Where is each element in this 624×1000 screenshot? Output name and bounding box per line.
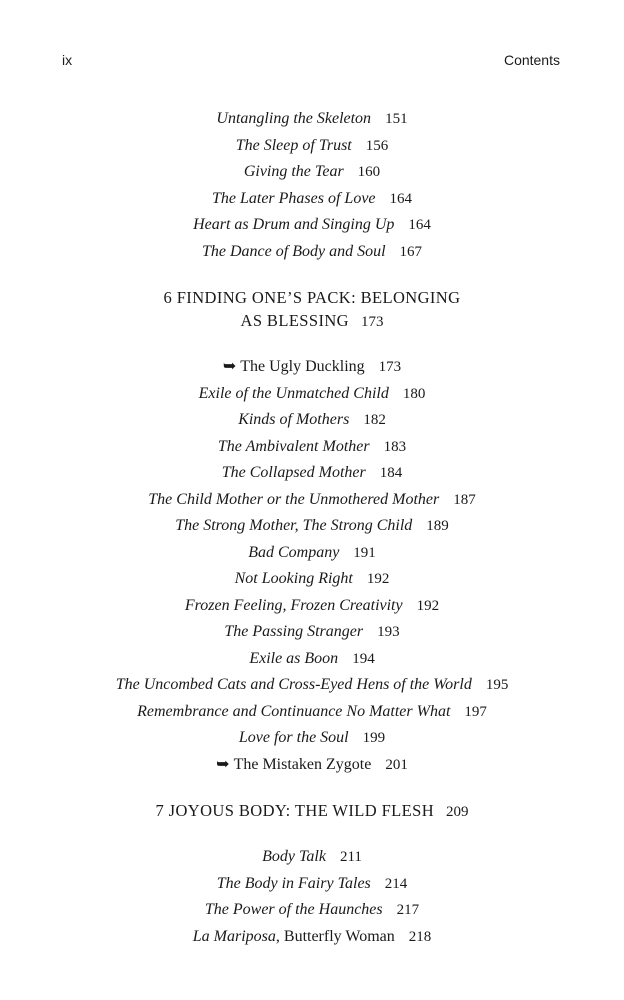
toc-entry[interactable] [0, 106, 624, 133]
chapter-6-title-line-2: AS BLESSING [240, 311, 349, 330]
toc-entry-page: 164 [389, 190, 413, 207]
toc-entry-title: Kinds of Mothers [238, 411, 350, 428]
toc-entry-page: 160 [357, 164, 381, 180]
toc-group-3 [0, 844, 624, 950]
toc-entry-page: 187 [453, 491, 476, 508]
toc-entry[interactable] [0, 725, 624, 752]
toc-entry-title: The Child Mother or the Unmothered Mother [148, 490, 440, 508]
toc-entry-page: 184 [379, 465, 403, 481]
toc-entry[interactable] [0, 487, 624, 514]
toc-entry[interactable] [0, 434, 624, 461]
toc-entry-page: 201 [385, 756, 408, 773]
toc-story-entry[interactable] [0, 752, 624, 779]
toc-entry-title: The Collapsed Mother [221, 464, 366, 481]
toc-entry-page: 217 [396, 902, 420, 918]
chapter-6-page: 173 [360, 314, 384, 330]
table-of-contents [0, 106, 624, 950]
toc-entry-page: 167 [399, 243, 423, 260]
toc-entry-page: 195 [485, 677, 509, 693]
toc-entry-title: The Passing Stranger [224, 623, 364, 640]
section-title: Contents [503, 52, 560, 68]
toc-entry[interactable] [0, 619, 624, 646]
arrow-icon: ➥ [216, 755, 230, 773]
toc-entry-title: The Mistaken Zygote [233, 755, 372, 773]
toc-entry-title: The Sleep of Trust [235, 136, 352, 154]
chapter-7-title: 7 JOYOUS BODY: THE WILD FLESH [155, 801, 435, 820]
toc-entry-page: 191 [353, 544, 376, 561]
toc-entry[interactable] [0, 407, 624, 434]
toc-entry-page: 214 [384, 875, 408, 892]
toc-entry[interactable] [0, 566, 624, 593]
toc-entry[interactable] [0, 186, 624, 213]
toc-entry-page: 218 [408, 928, 432, 945]
toc-group-2 [0, 381, 624, 752]
toc-entry-title: The Ambivalent Mother [217, 437, 370, 455]
toc-entry-page: 173 [378, 359, 402, 375]
chapter-6-title-line-1: 6 FINDING ONE’S PACK: BELONGING [163, 288, 461, 307]
toc-entry-title: Frozen Feeling, Frozen Creativity [184, 596, 403, 614]
toc-entry[interactable] [0, 133, 624, 160]
toc-entry[interactable] [0, 540, 624, 567]
toc-story-entry[interactable] [0, 354, 624, 381]
toc-entry-title: The Strong Mother, The Strong Child [175, 517, 413, 534]
running-head [62, 52, 560, 68]
toc-entry-title: Love for the Soul [238, 729, 349, 746]
arrow-icon: ➥ [222, 358, 237, 375]
toc-entry-page: 197 [464, 703, 487, 720]
toc-entry-title: The Body in Fairy Tales [216, 874, 371, 892]
toc-entry[interactable] [0, 672, 624, 699]
page-number: ix [62, 52, 73, 68]
toc-entry-page: 180 [402, 385, 426, 402]
toc-entry[interactable] [0, 593, 624, 620]
toc-entry-title: Heart as Drum and Singing Up [193, 216, 395, 233]
toc-entry[interactable] [0, 897, 624, 924]
toc-entry-title: The Uncombed Cats and Cross-Eyed Hens of the World [115, 676, 472, 693]
toc-entry[interactable] [0, 513, 624, 540]
toc-entry[interactable] [0, 646, 624, 673]
toc-entry-title: Exile as Boon [249, 649, 339, 667]
toc-entry-title: Remembrance and Continuance No Matter What [137, 702, 451, 720]
toc-entry[interactable] [0, 699, 624, 726]
toc-entry-title: Bad Company [248, 543, 340, 561]
toc-entry-title: The Later Phases of Love [211, 189, 376, 207]
toc-entry-title-italic: La Mariposa [192, 927, 276, 945]
toc-entry-page: 156 [365, 137, 389, 154]
toc-entry-page: 194 [352, 650, 375, 667]
toc-entry-title: Not Looking Right [234, 570, 353, 587]
toc-entry-title: Exile of the Unmatched Child [198, 384, 389, 402]
toc-entry-page: 193 [377, 624, 400, 640]
chapter-7-page: 209 [446, 804, 469, 820]
toc-entry-page: 151 [385, 111, 408, 127]
toc-entry[interactable] [0, 212, 624, 239]
toc-entry[interactable] [0, 159, 624, 186]
toc-entry-title: The Dance of Body and Soul [201, 242, 386, 260]
toc-entry[interactable] [0, 460, 624, 487]
toc-entry[interactable] [0, 381, 624, 408]
toc-group-1 [0, 106, 624, 265]
toc-entry[interactable] [0, 844, 624, 871]
toc-entry[interactable] [0, 924, 624, 951]
chapter-7-heading[interactable] [0, 799, 624, 824]
chapter-6-heading[interactable] [0, 286, 624, 334]
toc-entry-page: 199 [362, 730, 386, 746]
toc-entry-page: 189 [426, 518, 449, 534]
toc-entry-title: The Power of the Haunches [204, 901, 383, 918]
toc-entry-page: 182 [363, 412, 386, 428]
toc-entry-title: Body Talk [262, 848, 326, 865]
toc-entry[interactable] [0, 239, 624, 266]
toc-entry-title-roman: , Butterfly Woman [275, 927, 395, 945]
toc-entry-title: Giving the Tear [243, 163, 344, 180]
toc-entry-page: 164 [408, 217, 431, 233]
toc-entry-page: 192 [366, 571, 390, 587]
toc-entry-page: 211 [339, 849, 362, 865]
toc-entry[interactable] [0, 871, 624, 898]
toc-entry-title: The Ugly Duckling [240, 358, 365, 375]
toc-entry-title: Untangling the Skeleton [216, 110, 372, 127]
toc-entry-page: 192 [416, 597, 440, 614]
toc-entry-page: 183 [383, 438, 407, 455]
